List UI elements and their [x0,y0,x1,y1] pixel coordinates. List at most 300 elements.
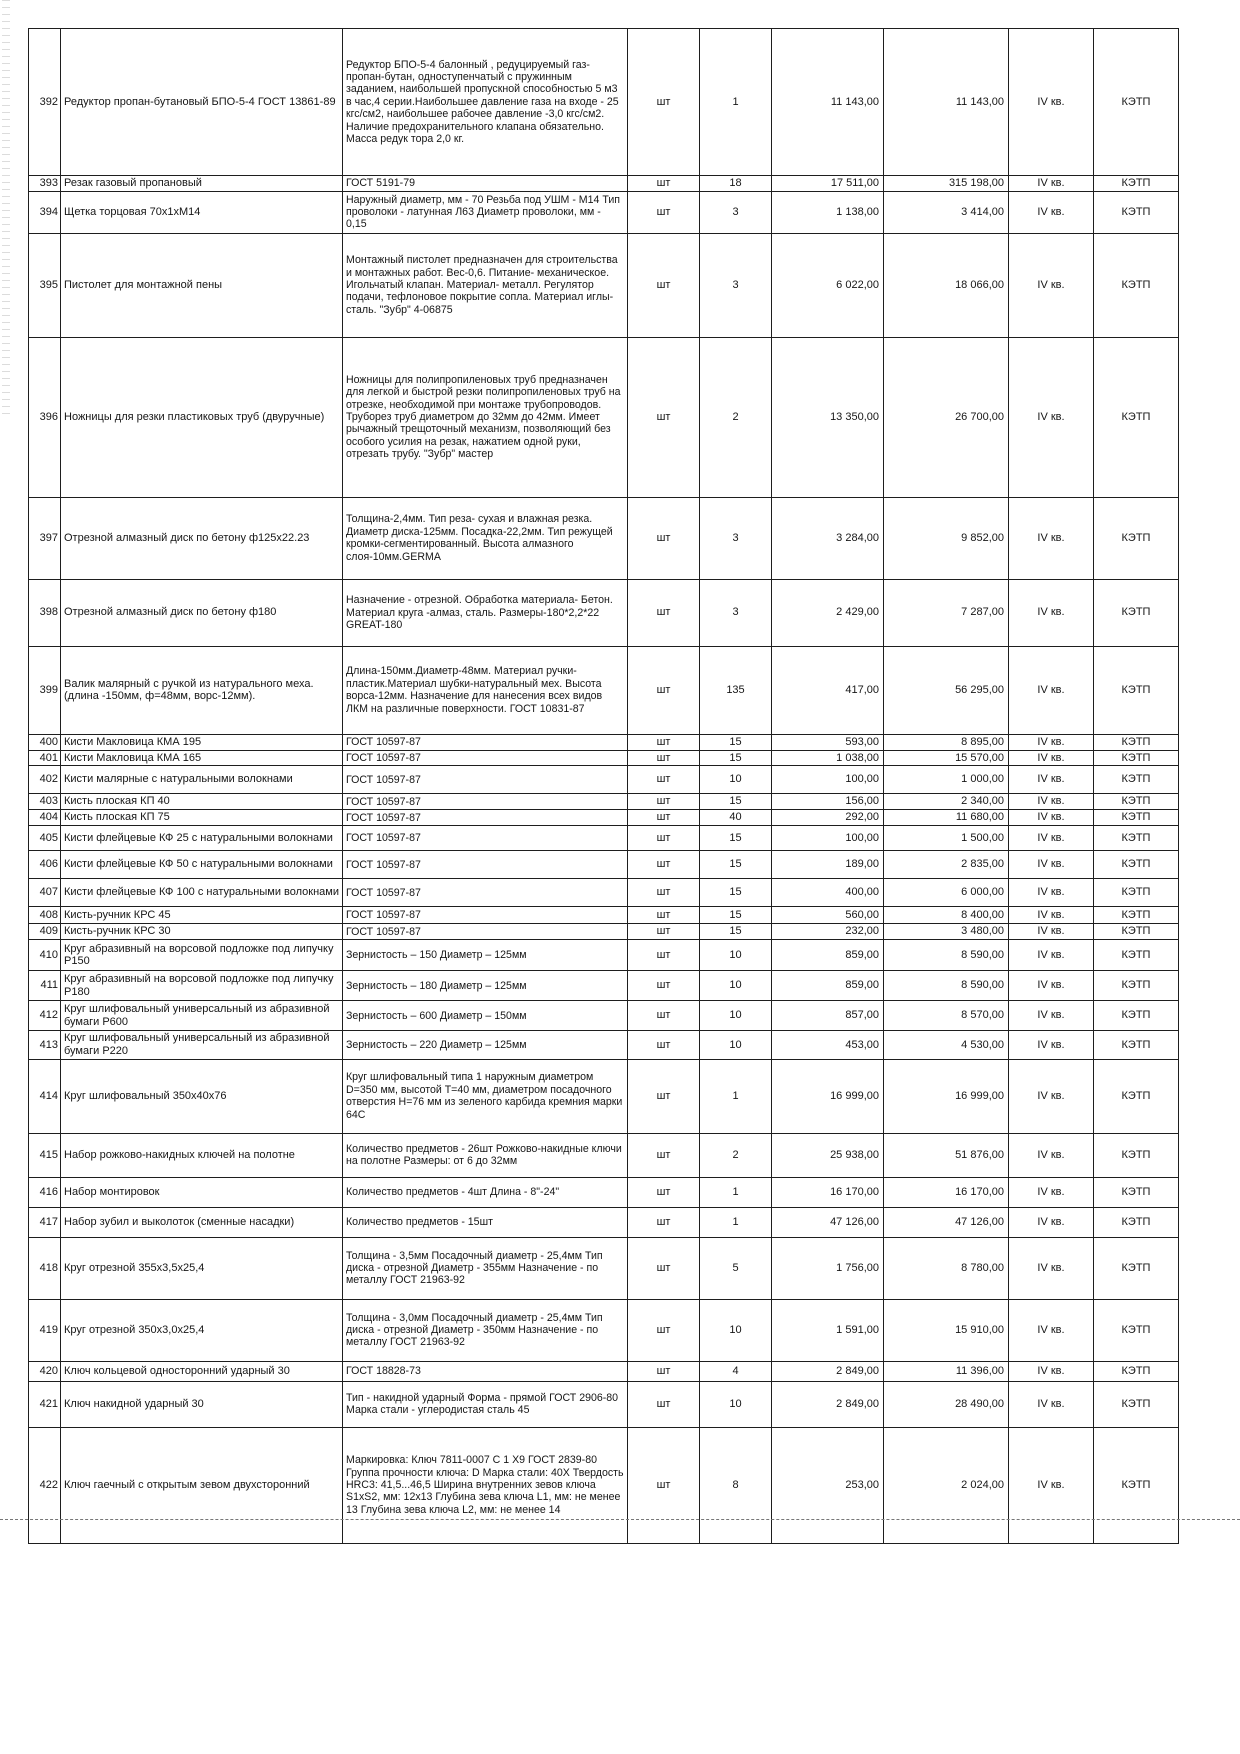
cell-sum: 16 170,00 [884,1177,1009,1207]
cell-quarter: IV кв. [1009,734,1094,750]
cell-name: Круг отрезной 355х3,5х25,4 [61,1237,343,1299]
cell-desc: Зернистость – 180 Диаметр – 125мм [343,971,628,1001]
cell-price: 100,00 [772,766,884,794]
cell-price: 16 170,00 [772,1177,884,1207]
cell-quarter: IV кв. [1009,1299,1094,1361]
cell-customer: КЭТП [1094,879,1179,907]
cell-desc: Ножницы для полипропиленовых труб предназначен для легкой и быстрой резки полипропиленовых труб на отрезке, необходимой при монтаже трубопроводов. Труборез труб диаметром до 32мм до 42мм. Имеет рычажный трещоточный механизм, позволяющий без особого усилия на резак, нажатием одной руки, отрезать трубу. "Зубр" мастер [343,337,628,497]
cell-quarter: IV кв. [1009,879,1094,907]
table-body [29,29,1179,1544]
cell-name: Ключ гаечный с открытым зевом двухсторонний [61,1427,343,1543]
cell-no: 393 [29,176,61,192]
cell-quarter: IV кв. [1009,1059,1094,1133]
table-row [29,1133,1179,1177]
cell-price: 2 849,00 [772,1361,884,1381]
cell-qty: 3 [700,497,772,579]
cell-customer: КЭТП [1094,337,1179,497]
cell-quarter: IV кв. [1009,1237,1094,1299]
cell-customer: КЭТП [1094,750,1179,766]
cell-price: 253,00 [772,1427,884,1543]
table-row [29,1177,1179,1207]
cell-no: 398 [29,579,61,646]
cell-qty: 3 [700,579,772,646]
cell-no: 400 [29,734,61,750]
cell-quarter: IV кв. [1009,191,1094,233]
cell-desc: ГОСТ 10597-87 [343,924,628,940]
cell-name: Кисть-ручник КРС 30 [61,924,343,940]
cell-customer: КЭТП [1094,1133,1179,1177]
cell-price: 2 849,00 [772,1381,884,1427]
cell-unit: шт [628,924,700,940]
cell-qty: 15 [700,879,772,907]
cell-sum: 8 400,00 [884,907,1009,924]
cell-price: 232,00 [772,924,884,940]
cell-unit: шт [628,750,700,766]
cell-quarter: IV кв. [1009,1427,1094,1543]
cell-desc: Круг шлифовальный типа 1 наружным диаметром D=350 мм, высотой T=40 мм, диаметром посадочного отверстия H=76 мм из зеленого карбида кремния марки 64С [343,1059,628,1133]
cell-price: 3 284,00 [772,497,884,579]
cell-unit: шт [628,1361,700,1381]
cell-customer: КЭТП [1094,1361,1179,1381]
cell-desc: ГОСТ 10597-87 [343,851,628,879]
table-row [29,810,1179,826]
cell-customer: КЭТП [1094,1031,1179,1060]
cell-customer: КЭТП [1094,233,1179,337]
cell-unit: шт [628,1381,700,1427]
cell-quarter: IV кв. [1009,497,1094,579]
cell-quarter: IV кв. [1009,766,1094,794]
scan-edge-marks [2,0,10,420]
cell-qty: 15 [700,734,772,750]
procurement-table [28,28,1179,1544]
cell-customer: КЭТП [1094,766,1179,794]
cell-no: 395 [29,233,61,337]
cell-quarter: IV кв. [1009,1361,1094,1381]
cell-quarter: IV кв. [1009,924,1094,940]
cell-unit: шт [628,1427,700,1543]
cell-quarter: IV кв. [1009,1207,1094,1237]
cell-sum: 51 876,00 [884,1133,1009,1177]
cell-name: Кисти Макловица КМА 165 [61,750,343,766]
cell-desc: ГОСТ 10597-87 [343,766,628,794]
cell-sum: 16 999,00 [884,1059,1009,1133]
cell-desc: Назначение - отрезной. Обработка материала- Бетон. Материал круга -алмаз, сталь. Размеры-180*2,2*22 GREAT-180 [343,579,628,646]
cell-no: 401 [29,750,61,766]
cell-unit: шт [628,940,700,971]
cell-quarter: IV кв. [1009,1031,1094,1060]
cell-no: 396 [29,337,61,497]
cell-qty: 3 [700,191,772,233]
cell-no: 416 [29,1177,61,1207]
cell-price: 453,00 [772,1031,884,1060]
cell-qty: 1 [700,1207,772,1237]
cell-quarter: IV кв. [1009,337,1094,497]
cell-customer: КЭТП [1094,1427,1179,1543]
cell-price: 25 938,00 [772,1133,884,1177]
cell-sum: 2 835,00 [884,851,1009,879]
cell-no: 420 [29,1361,61,1381]
cell-desc: ГОСТ 10597-87 [343,826,628,851]
table-row [29,579,1179,646]
cell-no: 419 [29,1299,61,1361]
cell-sum: 8 570,00 [884,1001,1009,1031]
cell-sum: 6 000,00 [884,879,1009,907]
cell-no: 418 [29,1237,61,1299]
cell-sum: 15 570,00 [884,750,1009,766]
cell-qty: 15 [700,924,772,940]
cell-no: 399 [29,646,61,734]
cell-name: Набор монтировок [61,1177,343,1207]
cell-no: 406 [29,851,61,879]
cell-customer: КЭТП [1094,734,1179,750]
table-row [29,924,1179,940]
cell-qty: 3 [700,233,772,337]
cell-name: Ножницы для резки пластиковых труб (двуручные) [61,337,343,497]
cell-no: 421 [29,1381,61,1427]
cell-name: Кисти флейцевые КФ 25 с натуральными волокнами [61,826,343,851]
cell-price: 292,00 [772,810,884,826]
cell-unit: шт [628,1031,700,1060]
cell-qty: 5 [700,1237,772,1299]
cell-unit: шт [628,29,700,176]
cell-desc: Длина-150мм.Диаметр-48мм. Материал ручки-пластик.Материал шубки-натуральный мех. Высота ворса-12мм. Назначение для нанесения всех видов ЛКМ на различные поверхности. ГОСТ 10831-87 [343,646,628,734]
cell-unit: шт [628,176,700,192]
cell-no: 414 [29,1059,61,1133]
cell-qty: 1 [700,1177,772,1207]
cell-no: 394 [29,191,61,233]
cell-no: 404 [29,810,61,826]
cell-qty: 10 [700,1001,772,1031]
cell-quarter: IV кв. [1009,646,1094,734]
cell-desc: Маркировка: Ключ 7811-0007 С 1 Х9 ГОСТ 2839-80 Группа прочности ключа: D Марка стали: 40Х Твердость HRC3: 41,5...46,5 Ширина внутренних зевов ключа S1хS2, мм: 12х13 Глубина зева ключа L1, мм: не менее 13 Глубина зева ключа L2, мм: не менее 14 [343,1427,628,1543]
cell-price: 400,00 [772,879,884,907]
table-row [29,29,1179,176]
cell-qty: 135 [700,646,772,734]
cell-customer: КЭТП [1094,1299,1179,1361]
cell-desc: ГОСТ 10597-87 [343,879,628,907]
cell-desc: Количество предметов - 26шт Рожково-накидные ключи на полотне Размеры: от 6 до 32мм [343,1133,628,1177]
cell-customer: КЭТП [1094,794,1179,810]
cell-price: 17 511,00 [772,176,884,192]
cell-qty: 40 [700,810,772,826]
cell-desc: Редуктор БПО-5-4 балонный , редуцируемый газ- пропан-бутан, одноступенчатый с пружинным заданием, наибольшей пропускной способностью 5 м3 в час,4 серии.Наибольшее давление газа на входе - 25 кгс/см2, наибольшее рабочее давление -3,0 кгс/см2. Наличие предохранительного клапана обязательно. Масса редук тора 2,0 кг. [343,29,628,176]
cell-desc: Наружный диаметр, мм - 70 Резьба под УШМ - М14 Тип проволоки - латунная Л63 Диаметр проволоки, мм - 0,15 [343,191,628,233]
cell-name: Кисти флейцевые КФ 100 с натуральными волокнами [61,879,343,907]
cell-qty: 4 [700,1361,772,1381]
cell-customer: КЭТП [1094,1381,1179,1427]
cell-qty: 15 [700,907,772,924]
cell-sum: 9 852,00 [884,497,1009,579]
cell-sum: 11 143,00 [884,29,1009,176]
cell-name: Пистолет для монтажной пены [61,233,343,337]
cell-quarter: IV кв. [1009,1133,1094,1177]
cell-unit: шт [628,191,700,233]
cell-sum: 8 780,00 [884,1237,1009,1299]
cell-no: 408 [29,907,61,924]
cell-unit: шт [628,1237,700,1299]
cell-sum: 47 126,00 [884,1207,1009,1237]
cell-desc: Монтажный пистолет предназначен для строительства и монтажных работ. Вес-0,6. Питание- механическое. Игольчатый клапан. Материал- металл. Регулятор подачи, тефлоновое покрытие сопла. Материал иглы- сталь. "Зубр" 4-06875 [343,233,628,337]
table-row [29,750,1179,766]
cell-desc: Толщина - 3,5мм Посадочный диаметр - 25,4мм Тип диска - отрезной Диаметр - 355мм Назначение - по металлу ГОСТ 21963-92 [343,1237,628,1299]
cell-unit: шт [628,879,700,907]
table-row [29,734,1179,750]
table-row [29,646,1179,734]
cell-name: Круг шлифовальный универсальный из абразивной бумаги Р600 [61,1001,343,1031]
cell-no: 392 [29,29,61,176]
cell-name: Набор зубил и выколоток (сменные насадки) [61,1207,343,1237]
cell-customer: КЭТП [1094,579,1179,646]
cell-name: Отрезной алмазный диск по бетону ф180 [61,579,343,646]
procurement-sheet [28,28,1178,1544]
cell-name: Круг отрезной 350х3,0х25,4 [61,1299,343,1361]
table-row [29,826,1179,851]
cell-quarter: IV кв. [1009,1001,1094,1031]
table-row [29,1427,1179,1543]
cell-desc: Толщина-2,4мм. Тип реза- сухая и влажная резка. Диаметр диска-125мм. Посадка-22,2мм. Тип режущей кромки-сегментированный. Высота алмазного слоя-10мм.GERMA [343,497,628,579]
cell-desc: Зернистость – 220 Диаметр – 125мм [343,1031,628,1060]
cell-customer: КЭТП [1094,176,1179,192]
cell-customer: КЭТП [1094,924,1179,940]
table-row [29,1031,1179,1060]
cell-customer: КЭТП [1094,810,1179,826]
cell-no: 417 [29,1207,61,1237]
cell-desc: ГОСТ 10597-87 [343,794,628,810]
cell-desc: Количество предметов - 4шт Длина - 8"-24" [343,1177,628,1207]
cell-sum: 11 680,00 [884,810,1009,826]
cell-sum: 8 590,00 [884,940,1009,971]
cell-sum: 7 287,00 [884,579,1009,646]
table-row [29,191,1179,233]
cell-unit: шт [628,579,700,646]
cell-name: Кисти Макловица КМА 195 [61,734,343,750]
cell-customer: КЭТП [1094,940,1179,971]
cell-quarter: IV кв. [1009,1177,1094,1207]
cell-customer: КЭТП [1094,1001,1179,1031]
cell-sum: 8 895,00 [884,734,1009,750]
cell-no: 397 [29,497,61,579]
cell-sum: 2 340,00 [884,794,1009,810]
cell-sum: 1 000,00 [884,766,1009,794]
cell-name: Кисть плоская КП 75 [61,810,343,826]
cell-no: 402 [29,766,61,794]
table-row [29,1059,1179,1133]
cell-quarter: IV кв. [1009,907,1094,924]
cell-name: Валик малярный с ручкой из натурального меха. (длина -150мм, ф=48мм, ворс-12мм). [61,646,343,734]
cell-quarter: IV кв. [1009,826,1094,851]
cell-quarter: IV кв. [1009,810,1094,826]
cell-price: 13 350,00 [772,337,884,497]
table-row [29,1361,1179,1381]
cell-qty: 18 [700,176,772,192]
cell-desc: ГОСТ 5191-79 [343,176,628,192]
table-row [29,176,1179,192]
scan-cut-line [0,1519,1240,1520]
cell-quarter: IV кв. [1009,29,1094,176]
table-row [29,851,1179,879]
cell-qty: 15 [700,794,772,810]
cell-desc: Зернистость – 150 Диаметр – 125мм [343,940,628,971]
cell-unit: шт [628,1001,700,1031]
cell-name: Круг абразивный на ворсовой подложке под липучку Р150 [61,940,343,971]
cell-qty: 10 [700,1381,772,1427]
cell-sum: 315 198,00 [884,176,1009,192]
cell-customer: КЭТП [1094,1237,1179,1299]
cell-qty: 10 [700,1299,772,1361]
cell-quarter: IV кв. [1009,794,1094,810]
cell-no: 412 [29,1001,61,1031]
cell-unit: шт [628,826,700,851]
cell-unit: шт [628,851,700,879]
cell-price: 47 126,00 [772,1207,884,1237]
cell-name: Ключ кольцевой односторонний ударный 30 [61,1361,343,1381]
cell-price: 100,00 [772,826,884,851]
cell-quarter: IV кв. [1009,579,1094,646]
table-row [29,907,1179,924]
cell-name: Круг шлифовальный 350х40х76 [61,1059,343,1133]
cell-quarter: IV кв. [1009,750,1094,766]
cell-price: 857,00 [772,1001,884,1031]
table-row [29,766,1179,794]
cell-unit: шт [628,233,700,337]
cell-quarter: IV кв. [1009,1381,1094,1427]
cell-qty: 1 [700,29,772,176]
cell-qty: 15 [700,750,772,766]
cell-qty: 15 [700,851,772,879]
table-row [29,879,1179,907]
cell-customer: КЭТП [1094,29,1179,176]
table-row [29,1001,1179,1031]
cell-qty: 2 [700,337,772,497]
cell-price: 2 429,00 [772,579,884,646]
table-row [29,1381,1179,1427]
cell-quarter: IV кв. [1009,233,1094,337]
cell-qty: 2 [700,1133,772,1177]
cell-desc: ГОСТ 10597-87 [343,810,628,826]
cell-price: 16 999,00 [772,1059,884,1133]
cell-desc: ГОСТ 10597-87 [343,750,628,766]
cell-unit: шт [628,766,700,794]
cell-price: 560,00 [772,907,884,924]
cell-qty: 1 [700,1059,772,1133]
cell-unit: шт [628,337,700,497]
cell-sum: 18 066,00 [884,233,1009,337]
cell-name: Резак газовый пропановый [61,176,343,192]
table-row [29,1207,1179,1237]
table-row [29,233,1179,337]
cell-sum: 2 024,00 [884,1427,1009,1543]
cell-quarter: IV кв. [1009,971,1094,1001]
cell-desc: Тип - накидной ударный Форма - прямой ГОСТ 2906-80 Марка стали - углеродистая сталь 45 [343,1381,628,1427]
cell-unit: шт [628,794,700,810]
cell-no: 409 [29,924,61,940]
cell-price: 593,00 [772,734,884,750]
table-row [29,794,1179,810]
cell-name: Кисти флейцевые КФ 50 с натуральными волокнами [61,851,343,879]
cell-unit: шт [628,646,700,734]
cell-customer: КЭТП [1094,826,1179,851]
cell-price: 1 038,00 [772,750,884,766]
cell-price: 6 022,00 [772,233,884,337]
cell-unit: шт [628,1299,700,1361]
cell-unit: шт [628,907,700,924]
cell-desc: Количество предметов - 15шт [343,1207,628,1237]
cell-unit: шт [628,810,700,826]
cell-price: 189,00 [772,851,884,879]
cell-customer: КЭТП [1094,191,1179,233]
cell-quarter: IV кв. [1009,940,1094,971]
table-row [29,1299,1179,1361]
cell-no: 413 [29,1031,61,1060]
cell-sum: 3 414,00 [884,191,1009,233]
cell-name: Отрезной алмазный диск по бетону ф125х22.23 [61,497,343,579]
cell-price: 156,00 [772,794,884,810]
cell-sum: 11 396,00 [884,1361,1009,1381]
cell-no: 410 [29,940,61,971]
cell-customer: КЭТП [1094,1177,1179,1207]
cell-no: 405 [29,826,61,851]
cell-no: 415 [29,1133,61,1177]
cell-sum: 1 500,00 [884,826,1009,851]
cell-sum: 56 295,00 [884,646,1009,734]
cell-customer: КЭТП [1094,971,1179,1001]
cell-desc: ГОСТ 10597-87 [343,907,628,924]
cell-sum: 28 490,00 [884,1381,1009,1427]
cell-price: 1 138,00 [772,191,884,233]
cell-no: 422 [29,1427,61,1543]
table-row [29,971,1179,1001]
cell-name: Кисти малярные с натуральными волокнами [61,766,343,794]
cell-desc: Зернистость – 600 Диаметр – 150мм [343,1001,628,1031]
cell-price: 859,00 [772,940,884,971]
cell-customer: КЭТП [1094,1207,1179,1237]
cell-unit: шт [628,734,700,750]
cell-customer: КЭТП [1094,497,1179,579]
table-row [29,497,1179,579]
cell-name: Кисть плоская КП 40 [61,794,343,810]
cell-sum: 26 700,00 [884,337,1009,497]
cell-name: Ключ накидной ударный 30 [61,1381,343,1427]
table-row [29,940,1179,971]
cell-customer: КЭТП [1094,851,1179,879]
cell-desc: ГОСТ 18828-73 [343,1361,628,1381]
cell-customer: КЭТП [1094,1059,1179,1133]
cell-unit: шт [628,497,700,579]
cell-desc: Толщина - 3,0мм Посадочный диаметр - 25,4мм Тип диска - отрезной Диаметр - 350мм Назначение - по металлу ГОСТ 21963-92 [343,1299,628,1361]
cell-unit: шт [628,971,700,1001]
cell-name: Кисть-ручник КРС 45 [61,907,343,924]
cell-quarter: IV кв. [1009,851,1094,879]
cell-name: Редуктор пропан-бутановый БПО-5-4 ГОСТ 13861-89 [61,29,343,176]
cell-name: Круг шлифовальный универсальный из абразивной бумаги Р220 [61,1031,343,1060]
cell-customer: КЭТП [1094,907,1179,924]
cell-no: 403 [29,794,61,810]
cell-qty: 8 [700,1427,772,1543]
cell-desc: ГОСТ 10597-87 [343,734,628,750]
cell-name: Щетка торцовая 70х1хМ14 [61,191,343,233]
cell-price: 1 591,00 [772,1299,884,1361]
cell-name: Круг абразивный на ворсовой подложке под липучку Р180 [61,971,343,1001]
table-row [29,1237,1179,1299]
cell-no: 407 [29,879,61,907]
cell-unit: шт [628,1207,700,1237]
cell-sum: 8 590,00 [884,971,1009,1001]
cell-no: 411 [29,971,61,1001]
cell-qty: 10 [700,940,772,971]
cell-price: 859,00 [772,971,884,1001]
cell-qty: 10 [700,1031,772,1060]
cell-sum: 3 480,00 [884,924,1009,940]
